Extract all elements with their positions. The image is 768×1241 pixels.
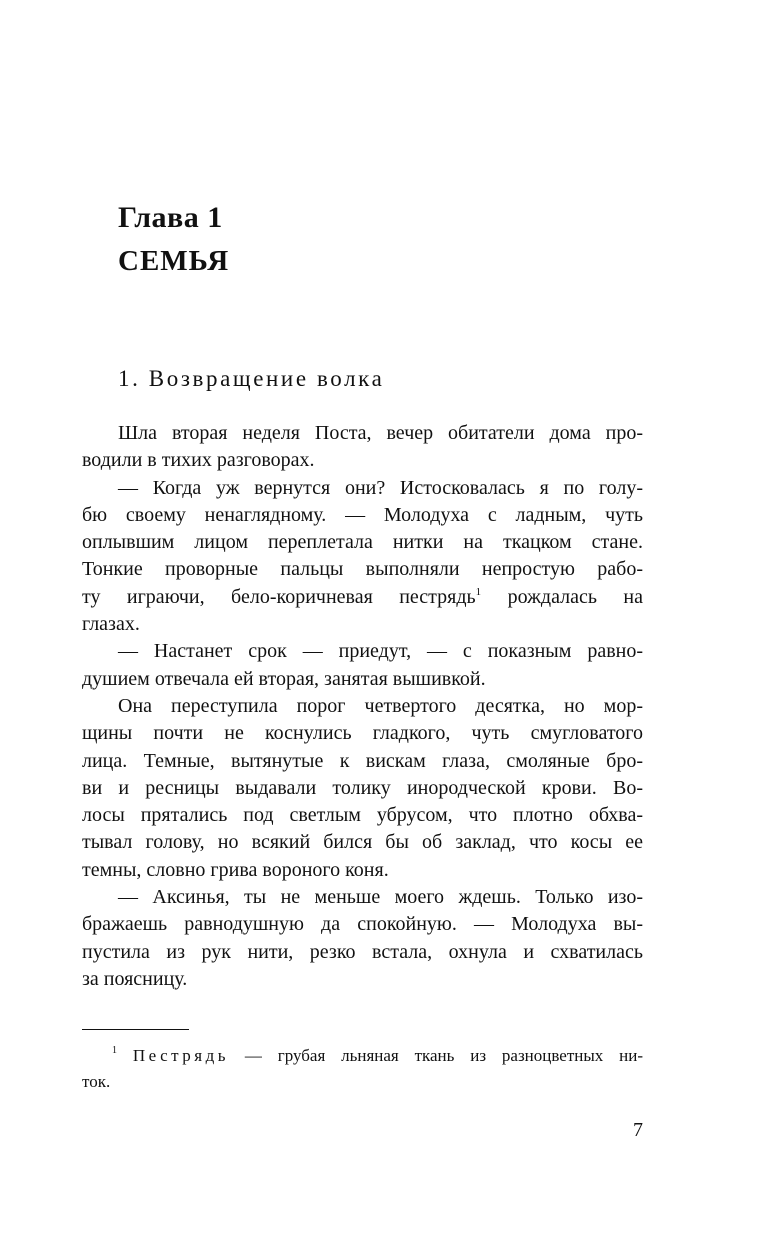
text-fragment: рождалась на <box>507 585 644 608</box>
text-line: Она переступила порог четвертого десятка, но мор- <box>118 694 643 717</box>
text-line: оплывшим лицом переплетала нитки на ткацком стане. <box>82 531 643 554</box>
text-line: бражаешь равнодушную да спокойную. — Молодуха вы- <box>82 913 643 936</box>
footnote <box>82 1043 643 1095</box>
text-line: ви и ресницы выдавали толику инородческой крови. Во- <box>82 776 643 799</box>
footnote-text: — грубая льняная ткань из разноцветных ни- <box>229 1046 644 1065</box>
text-line: — Аксинья, ты не меньше моего ждешь. Только изо- <box>118 886 643 909</box>
text-line: щины почти не коснулись гладкого, чуть смугловатого <box>82 722 643 745</box>
text-line: глазах. <box>82 613 140 636</box>
text-line: Шла вторая неделя Поста, вечер обитатели дома про- <box>118 422 643 444</box>
text-line: водили в тихих разговорах. <box>82 449 315 472</box>
footnote-number: 1 <box>112 1045 117 1056</box>
text-fragment: ту играючи, бело-коричневая пестрядь <box>82 585 476 608</box>
chapter-subtitle: СЕМЬЯ <box>118 245 230 277</box>
section-title: 1. Возвращение волка <box>118 366 385 391</box>
text-line: душием отвечала ей вторая, занятая вышивкой. <box>82 667 486 690</box>
chapter-title: Глава 1 <box>118 201 223 234</box>
text-line: лица. Темные, вытянутые к вискам глаза, смоляные бро- <box>82 749 643 772</box>
footnote-reference: 1 <box>475 585 482 598</box>
text-line: — Настанет срок — приедут, — с показным равно- <box>118 640 643 663</box>
footnote-line <box>82 1043 643 1069</box>
page-number: 7 <box>633 1119 643 1141</box>
footnote-divider <box>82 1029 189 1030</box>
text-line-with-footnote <box>82 584 643 611</box>
text-line: Тонкие проворные пальцы выполняли непростую рабо- <box>82 558 643 581</box>
text-line: тывал голову, но всякий бился бы об заклад, что косы ее <box>82 831 643 854</box>
text-line: бю своему ненаглядному. — Молодуха с ладным, чуть <box>82 503 643 526</box>
text-line: пустила из рук нити, резко встала, охнула и схватилась <box>82 940 643 963</box>
body-text <box>82 420 643 993</box>
footnote-line: ток. <box>82 1072 111 1091</box>
footnote-term: Пестрядь <box>132 1046 230 1065</box>
text-line: за поясницу. <box>82 967 188 990</box>
text-line: темны, словно грива вороного коня. <box>82 858 389 881</box>
text-line: лосы прятались под светлым убрусом, что плотно обхва- <box>82 804 643 827</box>
text-line: — Когда уж вернутся они? Истосковалась я по голу- <box>118 476 643 499</box>
